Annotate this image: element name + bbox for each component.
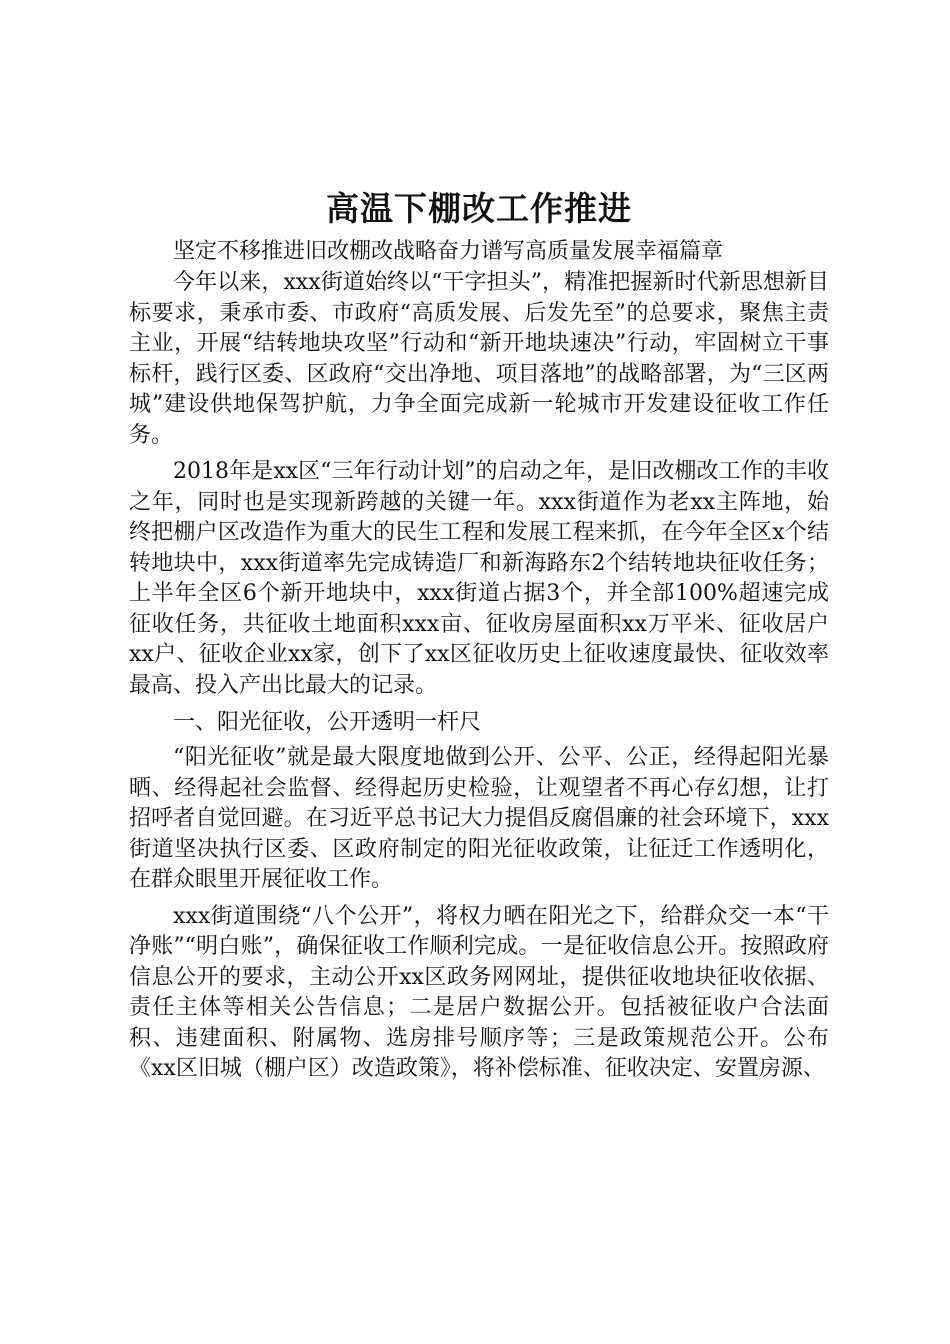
summary-paragraph: 2018年是xx区“三年行动计划”的启动之年，是旧改棚改工作的丰收之年，同时也是实现新跨越的关键一年。xxx街道作为老xx主阵地，始终把棚户区改造作为重大的民生工程和发展工程来抓，在今年全区x个结转地块中，xxx街道率先完成铸造厂和新海路东2个结转地块征收任务；上半年全区6个新开地块中，xxx街道占据3个，并全部100%超速完成征收任务，共征收土地面积xxx亩、征收房屋面积xx万平米、征收居户xx户、征收企业xx家，创下了xx区征收历史上征收速度最快、征收效率最高、投入产出比最大的记录。 (129, 459, 829, 698)
section-paragraph: “阳光征收”就是最大限度地做到公开、公平、公正，经得起阳光暴晒、经得起社会监督、经得起历史检验，让观望者不再心存幻想，让打招呼者自觉回避。在习近平总书记大力提倡反腐倡廉的社会环境下，xxx街道坚决执行区委、区政府制定的阳光征收政策，让征迁工作透明化，在群众眼里开展征收工作。 (129, 745, 829, 892)
document-title: 高温下棚改工作推进 (326, 189, 632, 228)
intro-paragraph: 今年以来，xxx街道始终以“干字担头”，精准把握新时代新思想新目标要求，秉承市委、市政府“高质发展、后发先至”的总要求，聚焦主责主业，开展“结转地块攻坚”行动和“新开地块速决”行动，牢固树立干事标杆，践行区委、区政府“交出净地、项目落地”的战略部署，为“三区两城”建设供地保驾护航，力争全面完成新一轮城市开发建设征收工作任务。 (129, 270, 829, 448)
section-paragraph: xxx街道围绕“八个公开”，将权力晒在阳光之下，给群众交一本“干净账”“明白账”，确保征收工作顺利完成。一是征收信息公开。按照政府信息公开的要求，主动公开xx区政务网网址，提供征收地块征收依据、责任主体等相关公告信息；二是居户数据公开。包括被征收户合法面积、违建面积、附属物、选房排号顺序等；三是政策规范公开。公布《xx区旧城（棚户区）改造政策》，将补偿标准、征收决定、安置房源、 (129, 903, 829, 1081)
document-subtitle: 坚定不移推进旧改棚改战略奋力谱写高质量发展幸福篇章 (173, 239, 724, 264)
section-heading: 一、阳光征收，公开透明一杆尺 (173, 710, 482, 735)
document-page (129, 184, 829, 1091)
